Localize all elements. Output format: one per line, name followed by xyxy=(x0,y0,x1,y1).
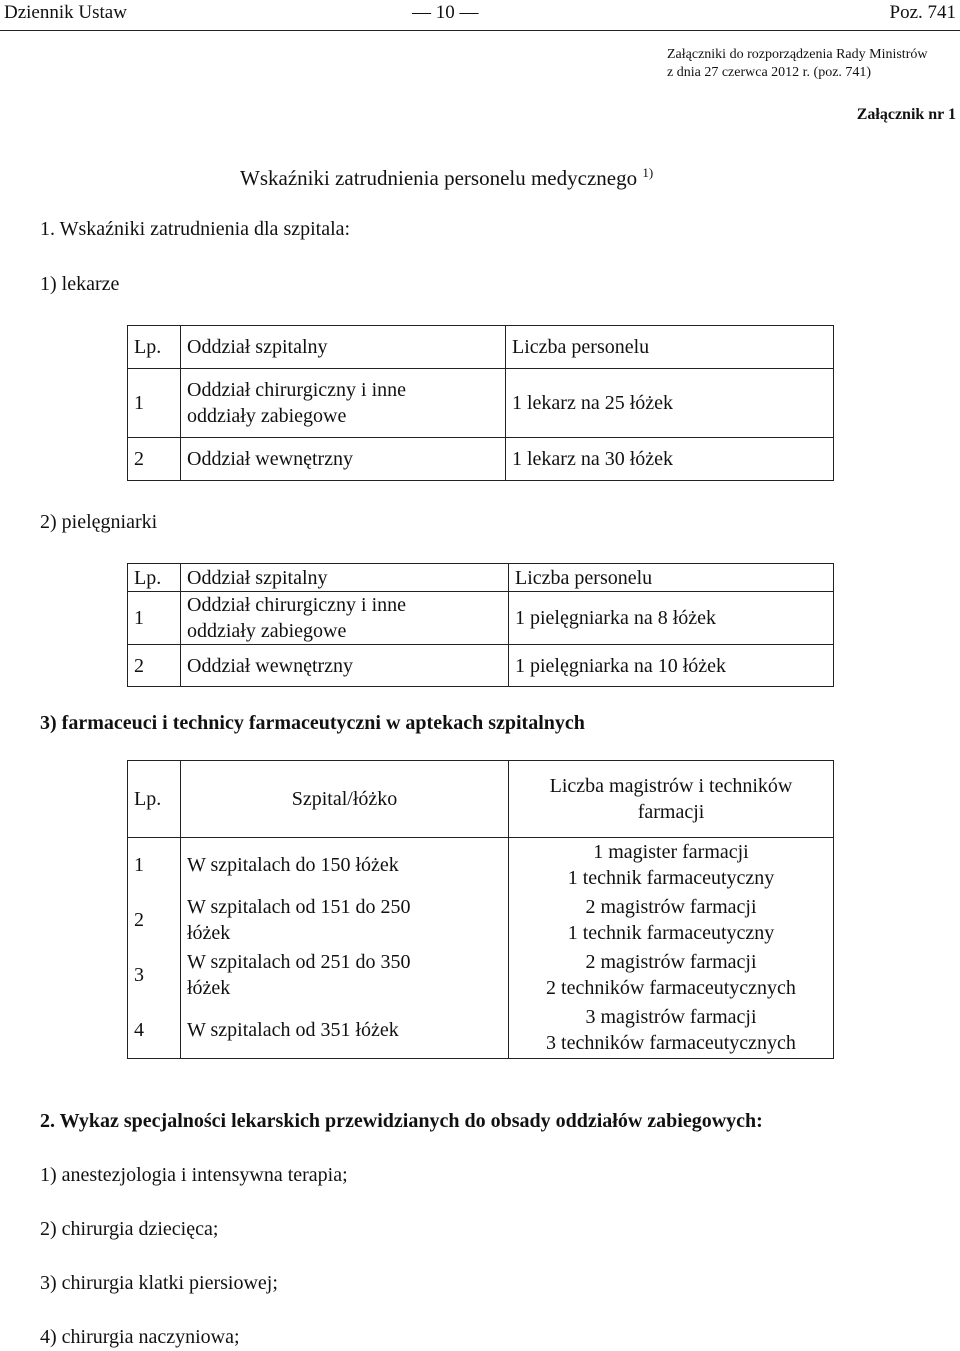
row-lp: 1 xyxy=(128,369,181,438)
header-lp: Lp. xyxy=(128,326,181,369)
header-staff: Liczba personelu xyxy=(509,564,834,592)
staff-line: 1 magister farmacji xyxy=(593,841,749,864)
list-item: 1) anestezjologia i intensywna terapia; xyxy=(40,1164,348,1186)
row-staff xyxy=(509,1003,834,1059)
header-lp: Lp. xyxy=(128,761,181,838)
table-row xyxy=(128,592,834,645)
table-row xyxy=(128,645,834,687)
header-ward: Oddział szpitalny xyxy=(181,326,506,369)
row-lp: 2 xyxy=(128,645,181,687)
hospital-line: W szpitalach od 251 do 350 xyxy=(187,951,411,973)
hospital-line: W szpitalach od 151 do 250 xyxy=(187,896,411,918)
row-ward xyxy=(181,369,506,438)
pharmacists-table xyxy=(127,760,834,1059)
title-text: Wskaźniki zatrudnienia personelu medycznego xyxy=(240,166,638,190)
list-item: 2) chirurgia dziecięca; xyxy=(40,1218,219,1240)
header-staff-line: farmacji xyxy=(637,801,705,823)
staff-line: 1 technik farmaceutyczny xyxy=(567,867,775,890)
row-lp: 2 xyxy=(128,438,181,481)
table-row xyxy=(128,1003,834,1059)
ward-line: oddziały zabiegowe xyxy=(187,620,347,642)
header-lp: Lp. xyxy=(128,564,181,592)
table-header-row xyxy=(128,326,834,369)
header-staff-line: Liczba magistrów i techników xyxy=(549,775,793,797)
staff-line: 2 techników farmaceutycznych xyxy=(546,977,796,999)
ward-line: Oddział chirurgiczny i inne xyxy=(187,379,407,401)
row-staff: 1 lekarz na 25 łóżek xyxy=(506,369,834,438)
table-header-row xyxy=(128,761,834,838)
ward-line: Oddział chirurgiczny i inne xyxy=(187,594,407,616)
header-hospital: Szpital/łóżko xyxy=(181,761,509,838)
section2-heading: 2. Wykaz specjalności lekarskich przewidzianych do obsady oddziałów zabiegowych: xyxy=(40,1110,763,1132)
row-ward xyxy=(181,592,509,645)
row-lp: 2 xyxy=(128,893,181,948)
annex-note-line1: Załączniki do rozporządzenia Rady Ministrów xyxy=(667,47,928,62)
row-lp: 4 xyxy=(128,1003,181,1059)
table-row xyxy=(128,893,834,948)
nurses-table xyxy=(127,563,834,687)
section1-heading: 1. Wskaźniki zatrudnienia dla szpitala: xyxy=(40,218,351,240)
hospital-line: łóżek xyxy=(187,977,231,999)
table-header-row xyxy=(128,564,834,592)
staff-line: 3 magistrów farmacji xyxy=(585,1006,757,1029)
row-ward: Oddział wewnętrzny xyxy=(181,645,509,687)
header-staff xyxy=(509,761,834,838)
row-staff: 1 pielęgniarka na 8 łóżek xyxy=(509,592,834,645)
row-ward: Oddział wewnętrzny xyxy=(181,438,506,481)
row-staff xyxy=(509,838,834,893)
page-title xyxy=(240,165,653,191)
row-lp: 1 xyxy=(128,838,181,893)
staff-line: 2 magistrów farmacji xyxy=(585,951,757,973)
ward-line: oddziały zabiegowe xyxy=(187,405,347,427)
list-item: 3) chirurgia klatki piersiowej; xyxy=(40,1272,278,1294)
staff-line: 1 technik farmaceutyczny xyxy=(567,922,775,944)
row-lp: 1 xyxy=(128,592,181,645)
nurses-label: 2) pielęgniarki xyxy=(40,511,158,533)
header-staff: Liczba personelu xyxy=(506,326,834,369)
page-number: — 10 — xyxy=(412,2,479,23)
row-lp: 3 xyxy=(128,948,181,1003)
hospital-line: łóżek xyxy=(187,922,231,944)
staff-line: 3 techników farmaceutycznych xyxy=(546,1032,796,1055)
journal-name: Dziennik Ustaw xyxy=(4,2,127,23)
row-hospital: W szpitalach od 351 łóżek xyxy=(181,1003,509,1059)
header-rule xyxy=(0,30,960,31)
row-staff xyxy=(509,948,834,1003)
row-staff: 1 pielęgniarka na 10 łóżek xyxy=(509,645,834,687)
annex-note-line2: z dnia 27 czerwca 2012 r. (poz. 741) xyxy=(667,65,872,80)
row-staff: 1 lekarz na 30 łóżek xyxy=(506,438,834,481)
table-row xyxy=(128,369,834,438)
row-hospital xyxy=(181,948,509,1003)
title-footnote: 1) xyxy=(642,165,654,180)
row-hospital: W szpitalach do 150 łóżek xyxy=(181,838,509,893)
table-row xyxy=(128,838,834,893)
list-item: 4) chirurgia naczyniowa; xyxy=(40,1326,240,1348)
row-hospital xyxy=(181,893,509,948)
annex-label: Załącznik nr 1 xyxy=(856,106,956,123)
pharmacists-label: 3) farmaceuci i technicy farmaceutyczni w aptekach szpitalnych xyxy=(40,712,585,734)
table-row xyxy=(128,438,834,481)
doctors-table xyxy=(127,325,834,481)
doctors-label: 1) lekarze xyxy=(40,273,120,295)
header-ward: Oddział szpitalny xyxy=(181,564,509,592)
table-row xyxy=(128,948,834,1003)
staff-line: 2 magistrów farmacji xyxy=(585,896,757,918)
position-number: Poz. 741 xyxy=(889,2,956,23)
row-staff xyxy=(509,893,834,948)
